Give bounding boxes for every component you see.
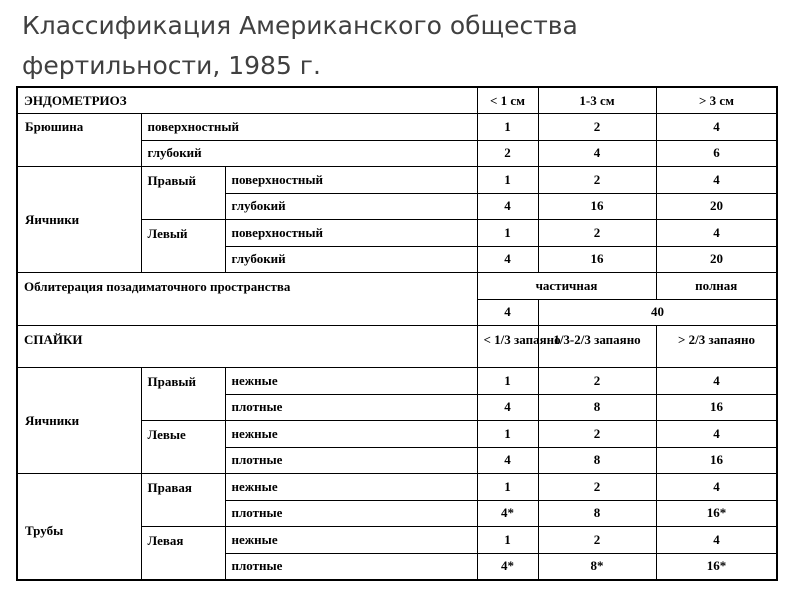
classification-table [16,86,778,581]
tubes-label: Трубы [17,474,141,580]
lesion-type: глубокий [225,246,477,273]
adhesions-header: СПАЙКИ [17,326,477,368]
side-label: Правая [141,474,225,527]
side-label: Левый [141,220,225,273]
score-cell: 4 [477,447,538,474]
table-row [17,368,777,395]
table-row [17,474,777,501]
endometriosis-header: ЭНДОМЕТРИОЗ [17,87,477,114]
adhesion-type: нежные [225,421,477,448]
lesion-type: поверхностный [225,220,477,247]
table-row [17,167,777,194]
score-cell: 4 [656,474,777,501]
score-cell: 16 [656,394,777,421]
table-row [17,326,777,368]
score-cell: 16* [656,500,777,527]
obliteration-label: Облитерация позадиматочного пространства [17,273,477,326]
score-cell: 1 [477,368,538,395]
score-cell: 2 [477,140,538,167]
score-cell: 2 [538,421,656,448]
score-cell: 4 [477,193,538,220]
score-cell: 4 [656,167,777,194]
score-cell: 2 [538,114,656,141]
score-cell: 16 [538,193,656,220]
side-label: Правый [141,368,225,421]
score-cell: 4 [477,246,538,273]
score-cell: 8 [538,500,656,527]
score-cell: 1 [477,421,538,448]
score-cell: 8 [538,394,656,421]
adhesion-type: нежные [225,527,477,554]
score-cell: 16* [656,553,777,580]
lesion-type: поверхностный [225,167,477,194]
adhesion-type: плотные [225,447,477,474]
score-cell: 4 [656,114,777,141]
column-header: > 2/3 запаяно [656,326,777,368]
score-cell: 1 [477,167,538,194]
score-cell: 8 [538,447,656,474]
score-cell: 20 [656,193,777,220]
adhesion-type: плотные [225,394,477,421]
score-cell: 4 [656,368,777,395]
table-row [17,273,777,300]
ovaries-label: Яичники [17,167,141,273]
score-cell: 16 [656,447,777,474]
lesion-type: поверхностный [141,114,477,141]
side-label: Левая [141,527,225,580]
score-cell: 4 [538,140,656,167]
score-cell: 1 [477,527,538,554]
adhesion-type: плотные [225,553,477,580]
lesion-type: глубокий [225,193,477,220]
score-cell: 1 [477,114,538,141]
column-header: > 3 см [656,87,777,114]
score-cell: 2 [538,220,656,247]
adhesion-type: плотные [225,500,477,527]
lesion-type: глубокий [141,140,477,167]
obliteration-partial-score: 4 [477,299,538,326]
score-cell: 2 [538,368,656,395]
score-cell: 1 [477,220,538,247]
table-row [17,114,777,141]
adhesion-type: нежные [225,368,477,395]
score-cell: 2 [538,167,656,194]
score-cell: 6 [656,140,777,167]
score-cell: 2 [538,474,656,501]
score-cell: 4* [477,500,538,527]
side-label: Левые [141,421,225,474]
score-cell: 4 [656,527,777,554]
ovaries-label: Яичники [17,368,141,474]
adhesion-type: нежные [225,474,477,501]
column-header: < 1/3 запаяно [477,326,538,368]
obliteration-full-header: полная [656,273,777,300]
peritoneum-label: Брюшина [17,114,141,167]
score-cell: 4 [656,220,777,247]
column-header: 1-3 см [538,87,656,114]
obliteration-partial-header: частичная [477,273,656,300]
title-line-2: фертильности, 1985 г. [22,51,321,80]
title-line-1: Классификация Американского общества [22,11,578,40]
score-cell: 8* [538,553,656,580]
score-cell: 4 [656,421,777,448]
obliteration-full-score: 40 [538,299,777,326]
table-row [17,87,777,114]
score-cell: 20 [656,246,777,273]
score-cell: 1 [477,474,538,501]
column-header: 1/3-2/3 запаяно [538,326,656,368]
score-cell: 4 [477,394,538,421]
column-header: < 1 см [477,87,538,114]
slide-title [22,6,782,86]
side-label: Правый [141,167,225,220]
score-cell: 2 [538,527,656,554]
score-cell: 16 [538,246,656,273]
score-cell: 4* [477,553,538,580]
